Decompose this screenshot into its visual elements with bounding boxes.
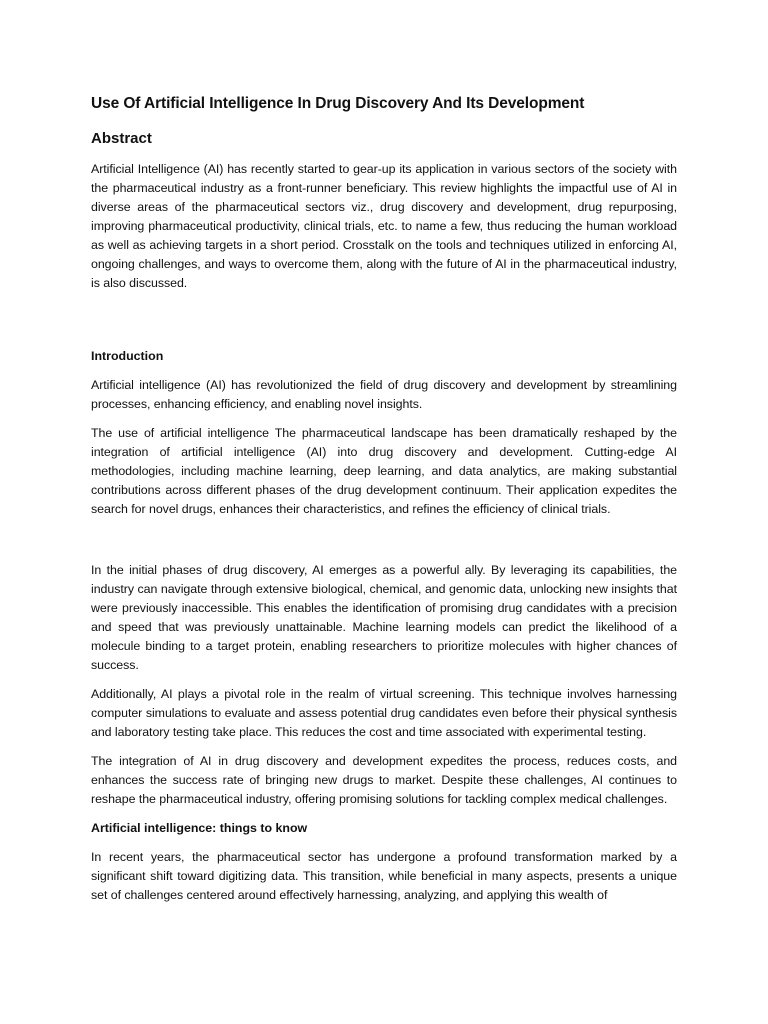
document-title: Use Of Artificial Intelligence In Drug Discovery And Its Development [91,95,585,112]
spacer [91,303,677,347]
things-to-know-paragraph: In recent years, the pharmaceutical sector has undergone a profound transformation marked by a significant shift toward digitizing data. This transition, while beneficial in many aspects, presents a unique set of challenges centered around effectively harnessing, analyzing, and applying this wealth of [91,850,677,902]
spacer [91,529,677,561]
abstract-paragraph: Artificial Intelligence (AI) has recently started to gear-up its application in various sectors of the society with the pharmaceutical industry as a front-runner beneficiary. This review highlights the impactful use of AI in diverse areas of the pharmaceutical sectors viz., drug discovery and development, drug repurposing, improving pharmaceutical productivity, clinical trials, etc. to name a few, thus reducing the human workload as well as achieving targets in a short period. Crosstalk on the tools and techniques utilized in enforcing AI, ongoing challenges, and ways to overcome them, along with the future of AI in the pharmaceutical industry, is also discussed. [91,162,677,290]
things-to-know-heading: Artificial intelligence: things to know [91,821,308,835]
intro-paragraph-4: Additionally, AI plays a pivotal role in the realm of virtual screening. This technique involves harnessing computer simulations to evaluate and assess potential drug candidates even before their physical synthesis and laboratory testing take place. This reduces the cost and time associated with experimental testing. [91,687,677,739]
intro-paragraph-5: The integration of AI in drug discovery and development expedites the process, reduces costs, and enhances the success rate of bringing new drugs to market. Despite these challenges, AI continues to reshape the pharmaceutical industry, offering promising solutions for tackling complex medical challenges. [91,754,677,806]
abstract-heading: Abstract [91,130,152,147]
intro-paragraph-1: Artificial intelligence (AI) has revolutionized the field of drug discovery and development by streamlining processes, enhancing efficiency, and enabling novel insights. [91,378,677,411]
intro-paragraph-3: In the initial phases of drug discovery, AI emerges as a powerful ally. By leveraging its capabilities, the industry can navigate through extensive biological, chemical, and genomic data, unlocking new insights that were previously inaccessible. This enables the identification of promising drug candidates with a precision and speed that was previously unattainable. Machine learning models can predict the likelihood of a molecule binding to a target protein, enabling researchers to prioritize molecules with higher chances of success. [91,563,677,672]
intro-paragraph-2: The use of artificial intelligence The pharmaceutical landscape has been dramatically reshaped by the integration of artificial intelligence (AI) into drug discovery and development. Cutting-edge AI methodologies, including machine learning, deep learning, and data analytics, are making substantial contributions across different phases of the drug development continuum. Their application expedites the search for novel drugs, enhances their characteristics, and refines the efficiency of clinical trials. [91,426,677,516]
introduction-heading: Introduction [91,349,164,363]
